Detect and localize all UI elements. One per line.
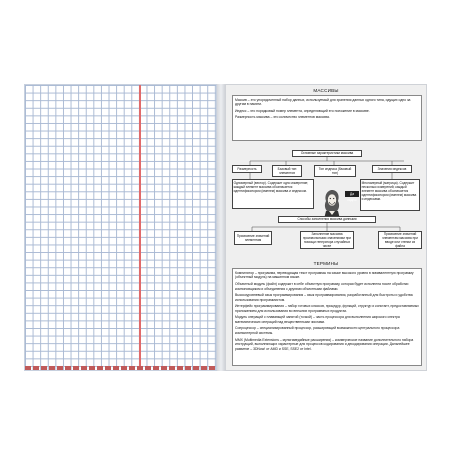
fill-method-assign: Присвоение значений элементам [234,231,272,245]
bottom-margin-line [25,366,216,370]
index-definition: Индекс – это порядковый номер элемента, определяющий его положение в массиве. [235,108,370,113]
grid-page [24,84,217,371]
characteristic-index-type: Тип индекса (базовый тип) [314,165,356,177]
characteristics-title: Основные характеристики массива [292,150,362,157]
characteristic-size: Размерность [232,165,262,173]
fill-method-input: Присвоение значений элементам массива при вводе или чтении из файла [378,231,422,249]
reference-page [225,84,427,371]
term-fpu: Модуль операций с плавающей запятой (точкой) – часть процессора для выполнения широкого спектра математических операций над вещественными числами. [235,315,400,325]
callout-label: Да ладно! [345,191,359,197]
scientist-portrait-icon [322,189,342,219]
term-compiler: Компилятор – программа, переводящая текст программы на языке высокого уровня в эквивалентную программу (объектный модуль) на машинном языке. [235,270,414,280]
terms-panel [232,268,422,366]
arrays-definition: Массив – это упорядоченный набор данных, используемый для хранения данных одного типа, идущих одно за другим в памяти. [235,97,411,107]
terms-title: ТЕРМИНЫ [313,261,339,266]
size-definition: Размерность массива – это количество элементов массива. [235,114,330,119]
arrays-diagram [232,147,422,279]
characteristic-index-values: Значения индексов [372,165,412,173]
fill-method-random: Заполнение массива произвольными значениями при помощи генератора случайных чисел [300,231,354,249]
term-coprocessor: Сопроцессор – специализированный процессор, расширяющий возможности центрального процессора компьютерной системы. [235,326,400,336]
multi-dimensional-box: Многомерный (матрица). Содержит несколько измерений; каждый элемент массива обозначается идентификатором (именем) массива и индексами. [360,179,420,211]
term-api: Интерфейс программирования – набор готовых классов, процедур, функций, структур и констант, предоставляемых приложением для использования во внешних программных продуктах. [235,304,419,313]
term-object-module: Объектный модуль (файл) содержит в себе объектную программу, которая будет исполнена после обработки компоновщиком и объединения с другими объектными файлами. [235,281,409,291]
arrays-intro-panel [232,95,422,141]
arrays-title: МАССИВЫ [313,88,339,93]
one-dimensional-box: Одномерный (вектор). Содержит одно измерение; каждый элемент массива обозначается идентификатором (именем) массива и индексом. [232,179,314,209]
term-mmx: MMX (Multimedia Extensions – мультимедийные расширения) – коммерческое название дополнительного набора инструкций, выполняющих характерные для процессов кодирования и декодирования операции. Дальнейшее развитие – 3DNow! от AMD и SSE, SSE2 от Intel. [235,337,414,352]
margin-line [139,85,141,370]
term-high-level-language: Высокоуровневый язык программирования – язык программирования, разработанный для быстроты и удобства использования программистом. [235,292,413,302]
notebook-spine [217,84,225,371]
fill-methods-title: Способы заполнения массива данными [278,216,376,223]
characteristic-base-type: Базовый тип элементов [272,165,302,177]
